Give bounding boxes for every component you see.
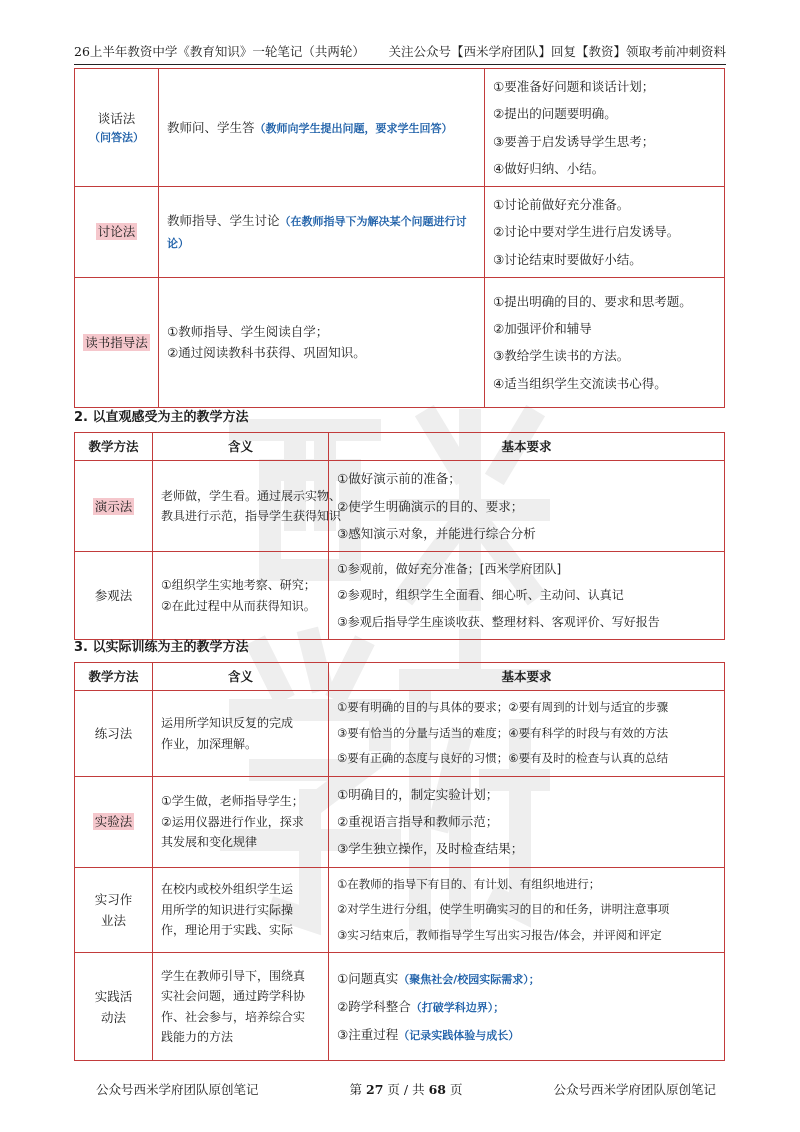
meaning-cell — [153, 776, 329, 867]
column-header: 教学方法 — [75, 663, 153, 691]
page-current: 27 — [366, 1082, 384, 1097]
column-header: 基本要求 — [329, 663, 725, 691]
meaning-note: （在教师指导下为解决某个问题进行讨论） — [167, 215, 467, 250]
method-name-highlighted: 演示法 — [94, 498, 133, 514]
meaning-line: 实社会问题，通过跨学科协 — [161, 989, 306, 1004]
requirements-cell — [329, 867, 725, 953]
requirement-item: ③实习结束后，教师指导学生写出实习报告/体会，并评阅和评定 — [337, 927, 662, 942]
requirement-item: ③参观后指导学生座谈收获、整理材料、客观评价、写好报告 — [337, 614, 660, 629]
requirement-item: ①要准备好问题和谈话计划； — [493, 79, 655, 94]
requirement-item: ③感知演示对象，并能进行综合分析 — [337, 525, 536, 541]
meaning-line: ②运用仪器进行作业，探求 — [161, 814, 304, 829]
page-prefix: 第 — [349, 1082, 363, 1097]
meaning-line: 作业，加深理解。 — [161, 736, 258, 751]
method-name: 练习法 — [94, 725, 133, 741]
table-row — [75, 277, 725, 407]
requirement-item — [337, 993, 716, 1021]
column-header: 含义 — [153, 663, 329, 691]
footer-left: 公众号西米学府团队原创笔记 — [96, 1082, 259, 1097]
requirement-text: ②跨学科整合 — [337, 998, 411, 1014]
method-cell — [75, 187, 159, 278]
requirement-note: （记录实践体验与成长） — [398, 1028, 520, 1042]
requirement-item — [337, 965, 716, 993]
table-row — [75, 69, 725, 187]
requirements-cell — [329, 461, 725, 552]
requirement-item: ②使学生明确演示的目的、要求； — [337, 498, 524, 514]
meaning-line: 作、社会参与，培养综合实 — [161, 1009, 306, 1024]
requirement-text: ①问题真实 — [337, 971, 399, 987]
requirement-item: ④做好归纳、小结。 — [493, 160, 605, 176]
page-separator: 页 / 共 — [387, 1082, 425, 1097]
requirement-item: ②重视语言指导和教师示范； — [337, 814, 499, 830]
meaning-cell — [159, 69, 485, 187]
requirement-item: ①在教师的指导下有目的、有计划、有组织地进行； — [337, 876, 601, 891]
meaning-text: 教师问、学生答 — [167, 119, 255, 135]
meaning-cell — [153, 867, 329, 953]
requirement-item: ①要有明确的目的与具体的要求；②要有周到的计划与适宜的步骤 — [337, 700, 669, 715]
method-name-line: 业法 — [100, 912, 126, 928]
meaning-line: ②通过阅读教科书获得、巩固知识。 — [167, 345, 366, 361]
requirement-text: ③注重过程 — [337, 1026, 399, 1042]
method-name-highlighted: 实验法 — [94, 814, 133, 830]
method-cell — [75, 277, 159, 407]
table-row — [75, 953, 725, 1061]
table-row — [75, 776, 725, 867]
requirement-item: ③要善于启发诱导学生思考； — [493, 133, 655, 149]
requirement-item: ③要有恰当的分量与适当的难度；④要有科学的时段与有效的方法 — [337, 725, 669, 740]
meaning-line: ①教师指导、学生阅读自学； — [167, 324, 329, 339]
requirement-item: ③学生独立操作，及时检查结果； — [337, 841, 524, 857]
meaning-cell — [153, 552, 329, 640]
method-name: 参观法 — [94, 587, 133, 603]
meaning-cell — [153, 953, 329, 1061]
meaning-line: 运用所学知识反复的完成 — [161, 716, 294, 731]
method-name-line: 实习作 — [94, 891, 133, 907]
table-row — [75, 461, 725, 552]
meaning-text: 教师指导、学生讨论 — [167, 213, 280, 229]
page-footer — [96, 1080, 716, 1098]
requirement-item: ④适当组织学生交流读书心得。 — [493, 375, 667, 391]
header-right-notice: 关注公众号【西米学府团队】回复【教资】领取考前冲刺资料 — [388, 44, 726, 59]
requirement-item: ①参观前，做好充分准备；[西米学府团队] — [337, 562, 562, 576]
table-header-row — [75, 663, 725, 691]
requirements-cell — [329, 691, 725, 777]
requirement-item: ②加强评价和辅导 — [493, 321, 592, 336]
requirement-item: ①做好演示前的准备； — [337, 471, 461, 487]
requirements-cell — [485, 187, 725, 278]
section-heading-practice-methods: 3. 以实际训练为主的教学方法 — [74, 640, 249, 655]
requirement-item: ③教给学生读书的方法。 — [493, 348, 630, 364]
page-total: 68 — [428, 1082, 446, 1097]
table-practice-methods — [74, 662, 725, 1061]
table-row — [75, 691, 725, 777]
column-header: 教学方法 — [75, 433, 153, 461]
meaning-line: ①组织学生实地考察、研究； — [161, 578, 316, 593]
page-header — [74, 34, 726, 65]
requirement-item — [337, 1021, 716, 1049]
requirement-note: （打破学科边界）； — [410, 1000, 505, 1014]
meaning-line: 在校内或校外组织学生运 — [161, 882, 294, 897]
column-header: 含义 — [153, 433, 329, 461]
requirement-item: ①讨论前做好充分准备。 — [493, 197, 630, 212]
requirements-cell — [329, 776, 725, 867]
requirement-item: ①明确目的，制定实验计划； — [337, 786, 499, 802]
meaning-line: 教具进行示范，指导学生获得知识 — [161, 509, 342, 524]
method-name: 谈话法 — [97, 110, 136, 126]
meaning-line: ①学生做，老师指导学生； — [161, 794, 304, 809]
table-row — [75, 552, 725, 640]
requirements-cell — [485, 69, 725, 187]
requirement-item: ②讨论中要对学生进行启发诱导。 — [493, 224, 680, 240]
requirement-item: ②参观时，组织学生全面看、细心听、主动问、认真记 — [337, 588, 624, 603]
table-language-methods — [74, 68, 725, 408]
meaning-line: 其发展和变化规律 — [161, 834, 258, 849]
method-alias: （问答法） — [89, 130, 144, 144]
meaning-line: 用所学的知识进行实际操 — [161, 902, 294, 917]
method-cell — [75, 776, 153, 867]
method-name-highlighted: 读书指导法 — [85, 334, 148, 350]
requirement-item: ②对学生进行分组，使学生明确实习的目的和任务，讲明注意事项 — [337, 902, 670, 917]
method-cell — [75, 867, 153, 953]
requirement-item: ⑤要有正确的态度与良好的习惯；⑥要有及时的检查与认真的总结 — [337, 751, 669, 766]
requirement-item: ②提出的问题要明确。 — [493, 106, 617, 122]
table-row — [75, 187, 725, 278]
page-number — [350, 1080, 463, 1098]
header-left-title: 26上半年教资中学《教育知识》一轮笔记（共两轮） — [74, 44, 365, 59]
method-cell — [75, 953, 153, 1061]
meaning-cell — [159, 187, 485, 278]
page-suffix: 页 — [449, 1082, 463, 1097]
method-cell — [75, 461, 153, 552]
meaning-cell — [153, 461, 342, 552]
method-cell — [75, 69, 159, 187]
footer-right: 公众号西米学府团队原创笔记 — [553, 1082, 716, 1097]
table-header-row — [75, 433, 725, 461]
meaning-line: 学生在教师引导下，围绕真 — [161, 969, 306, 983]
meaning-line: 践能力的方法 — [161, 1030, 234, 1045]
requirements-cell — [329, 552, 725, 640]
section-heading-visual-methods: 2. 以直观感受为主的教学方法 — [74, 410, 249, 425]
table-row — [75, 867, 725, 953]
meaning-line: 老师做，学生看。通过展示实物、 — [161, 488, 342, 503]
requirements-cell — [329, 953, 725, 1061]
meaning-line: 作，理论用于实践、实际 — [161, 923, 294, 938]
table-visual-methods — [74, 432, 725, 640]
method-name-highlighted: 讨论法 — [97, 224, 136, 240]
method-cell — [75, 552, 153, 640]
requirement-item: ①提出明确的目的、要求和思考题。 — [493, 293, 692, 309]
column-header: 基本要求 — [329, 433, 725, 461]
requirements-cell — [485, 277, 725, 407]
meaning-cell — [153, 691, 329, 777]
requirement-note: （聚焦社会/校园实际需求）； — [398, 973, 540, 987]
meaning-note: （教师向学生提出问题，要求学生回答） — [254, 121, 453, 135]
meaning-line: ②在此过程中从而获得知识。 — [161, 598, 316, 613]
meaning-cell — [159, 277, 485, 407]
method-cell — [75, 691, 153, 777]
requirement-item: ③讨论结束时要做好小结。 — [493, 251, 642, 267]
method-name-line: 动法 — [100, 1009, 126, 1025]
method-name-line: 实践活 — [94, 988, 133, 1004]
